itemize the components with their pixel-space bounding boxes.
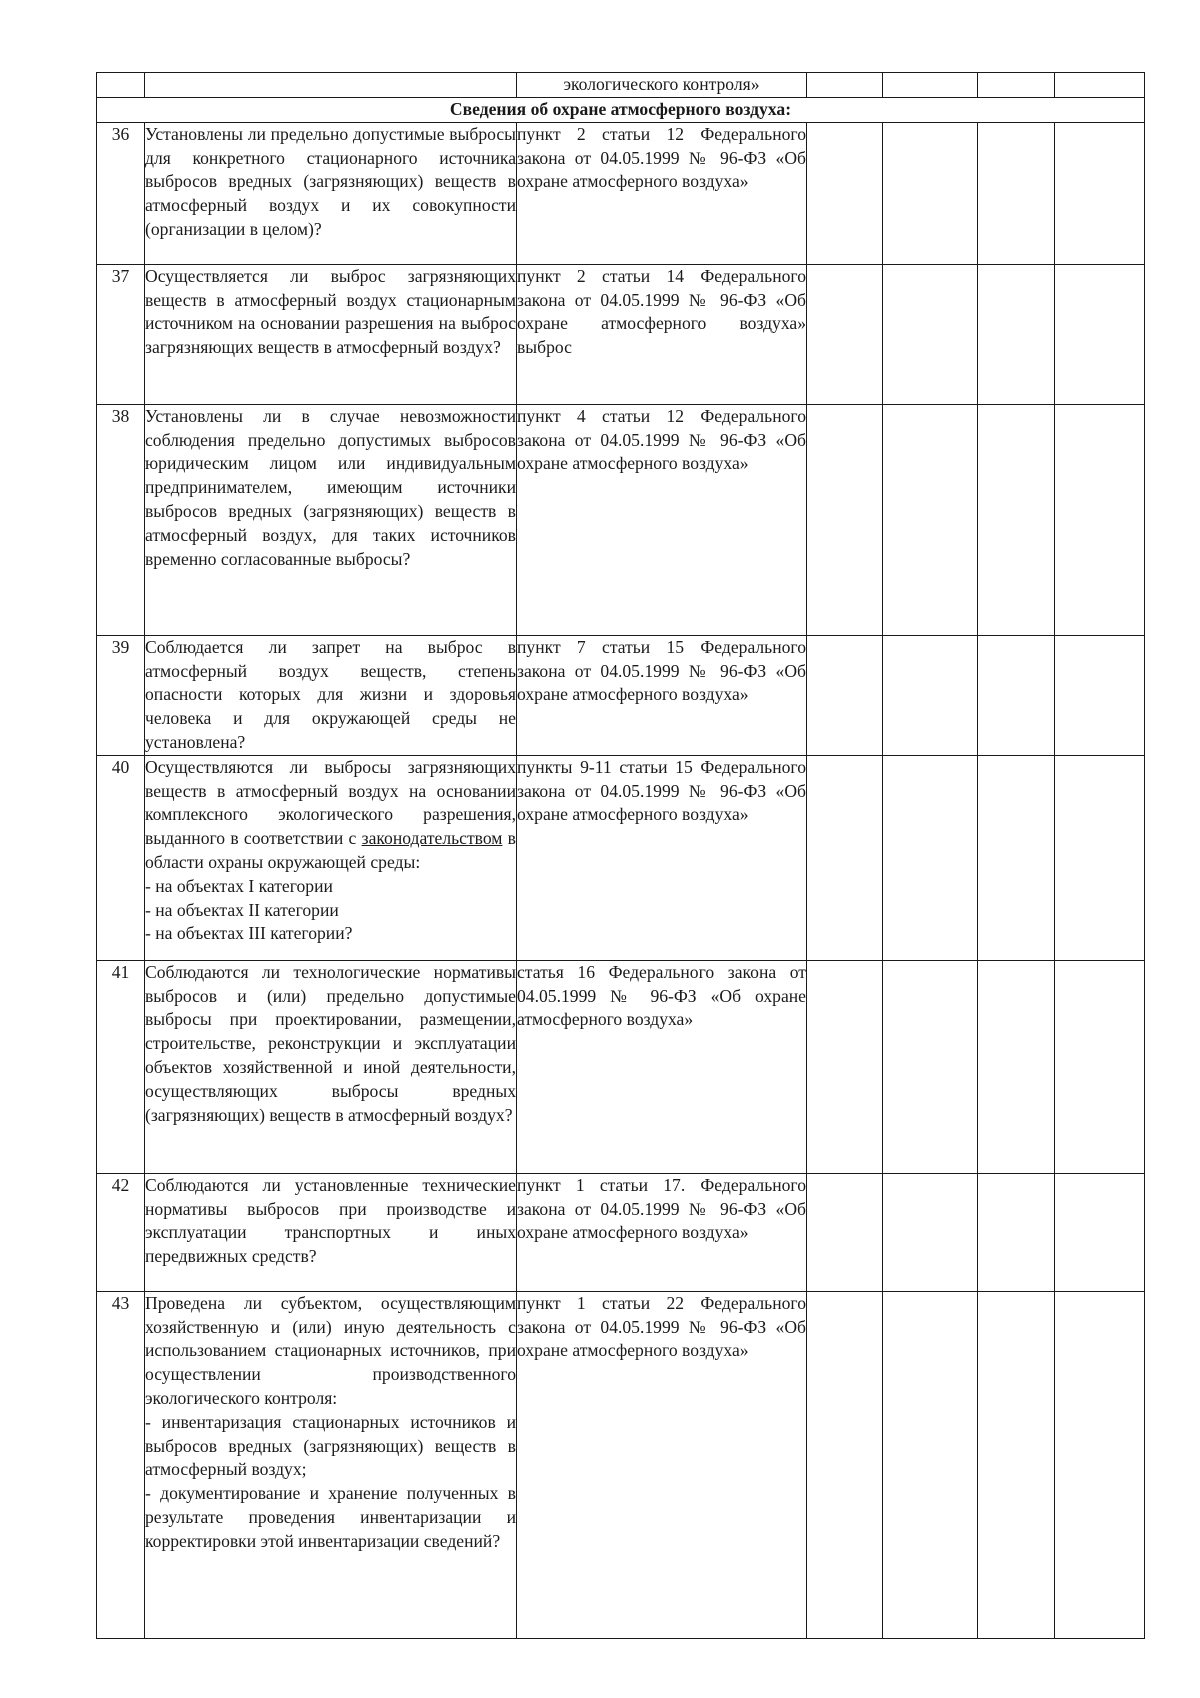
question-part: Осуществляются ли выбросы загрязняющих веществ в атмосферный воздух на основании комплексного экологического разрешения, выданного в соответствии с [145, 756, 516, 849]
note-cell[interactable] [1055, 960, 1145, 1173]
note-cell[interactable] [1055, 264, 1145, 404]
row-number: 37 [97, 264, 145, 404]
section-title: Сведения об охране атмосферного воздуха: [97, 97, 1145, 122]
answer-cell[interactable] [883, 1291, 978, 1638]
answer-cell[interactable] [883, 1173, 978, 1291]
answer-cell[interactable] [883, 755, 978, 960]
row-number: 39 [97, 635, 145, 755]
question-text: Осуществляется ли выброс загрязняющих веществ в атмосферный воздух стационарным источником на основании разрешения на выброс загрязняющих веществ в атмосферный воздух? [145, 264, 517, 404]
blank-cell [978, 73, 1055, 98]
note-cell[interactable] [1055, 404, 1145, 635]
answer-cell[interactable] [807, 755, 883, 960]
question-text [145, 755, 517, 960]
checklist-table [96, 72, 1145, 1639]
legal-reference: пункт 2 статьи 14 Федерального закона от 04.05.1999 № 96-ФЗ «Об охране атмосферного воздуха» выброс [517, 264, 807, 404]
answer-cell[interactable] [807, 264, 883, 404]
answer-cell[interactable] [883, 264, 978, 404]
question-paragraph [145, 756, 516, 875]
row-number: 41 [97, 960, 145, 1173]
table-row [97, 960, 1145, 1173]
answer-cell[interactable] [978, 755, 1055, 960]
legal-reference: пункт 1 статьи 22 Федерального закона от 04.05.1999 № 96-ФЗ «Об охране атмосферного воздуха» [517, 1291, 807, 1638]
note-cell[interactable] [1055, 1291, 1145, 1638]
question-text [145, 1291, 517, 1638]
legal-reference: пункт 2 статьи 12 Федерального закона от 04.05.1999 № 96-ФЗ «Об охране атмосферного воздуха» [517, 122, 807, 264]
section-header-row [97, 97, 1145, 122]
legal-reference: пункт 1 статьи 17. Федерального закона от 04.05.1999 № 96-ФЗ «Об охране атмосферного воздуха» [517, 1173, 807, 1291]
legal-reference: пункт 4 статьи 12 Федерального закона от 04.05.1999 № 96-ФЗ «Об охране атмосферного воздуха» [517, 404, 807, 635]
answer-cell[interactable] [807, 1173, 883, 1291]
table-row [97, 264, 1145, 404]
answer-cell[interactable] [883, 635, 978, 755]
answer-cell[interactable] [807, 960, 883, 1173]
blank-cell [145, 73, 517, 98]
answer-cell[interactable] [883, 122, 978, 264]
question-part: в области охраны окружающей среды: [145, 828, 516, 872]
answer-cell[interactable] [883, 404, 978, 635]
row-number: 38 [97, 404, 145, 635]
blank-cell [807, 73, 883, 98]
question-text: Соблюдаются ли технологические нормативы выбросов и (или) предельно допустимые выбросы при проектировании, размещении, строительстве, реконструкции и эксплуатации объектов хозяйственной и иной деятельности, осуществляющих выбросы вредных (загрязняющих) веществ в атмосферный воздух? [145, 960, 517, 1173]
question-list-item: - на объектах III категории? [145, 923, 353, 944]
question-text: Соблюдается ли запрет на выброс в атмосферный воздух веществ, степень опасности которых для жизни и здоровья человека и для окружающей среды не установлена? [145, 635, 517, 755]
question-list-item: - на объектах II категории [145, 899, 339, 920]
table-row [97, 755, 1145, 960]
note-cell[interactable] [1055, 755, 1145, 960]
answer-cell[interactable] [978, 1291, 1055, 1638]
table-row [97, 635, 1145, 755]
question-list-item: - на объектах I категории [145, 875, 333, 896]
answer-cell[interactable] [807, 1291, 883, 1638]
answer-cell[interactable] [978, 960, 1055, 1173]
question-text: Установлены ли в случае невозможности соблюдения предельно допустимых выбросов юридическим лицом или индивидуальным предпринимателем, имеющим источники выбросов вредных (загрязняющих) веществ в атмосферный воздух, для таких источников временно согласованные выбросы? [145, 404, 517, 635]
answer-cell[interactable] [807, 635, 883, 755]
legal-reference: пункт 7 статьи 15 Федерального закона от 04.05.1999 № 96-ФЗ «Об охране атмосферного воздуха» [517, 635, 807, 755]
question-text: Соблюдаются ли установленные технические нормативы выбросов при производстве и эксплуатации транспортных и иных передвижных средств? [145, 1173, 517, 1291]
answer-cell[interactable] [978, 404, 1055, 635]
question-list-item: - инвентаризация стационарных источников и выбросов вредных (загрязняющих) веществ в атмосферный воздух; [145, 1411, 516, 1480]
note-cell[interactable] [1055, 122, 1145, 264]
note-cell[interactable] [1055, 1173, 1145, 1291]
table-row [97, 1291, 1145, 1638]
table-row [97, 122, 1145, 264]
note-cell[interactable] [1055, 635, 1145, 755]
blank-cell [97, 73, 145, 98]
answer-cell[interactable] [883, 960, 978, 1173]
row-number: 36 [97, 122, 145, 264]
answer-cell[interactable] [978, 264, 1055, 404]
answer-cell[interactable] [807, 122, 883, 264]
legal-reference: пункты 9-11 статьи 15 Федерального закона от 04.05.1999 № 96-ФЗ «Об охране атмосферного воздуха» [517, 755, 807, 960]
row-number: 42 [97, 1173, 145, 1291]
answer-cell[interactable] [807, 404, 883, 635]
legislation-link[interactable]: законодательством [361, 828, 503, 849]
question-list-item: - документирование и хранение полученных в результате проведения инвентаризации и корректировки этой инвентаризации сведений? [145, 1483, 516, 1551]
blank-cell [1055, 73, 1145, 98]
continuation-text: экологического контроля» [517, 73, 807, 98]
question-text: Установлены ли предельно допустимые выбросы для конкретного стационарного источника выбросов вредных (загрязняющих) веществ в атмосферный воздух и их совокупности (организации в целом)? [145, 122, 517, 264]
table-row [97, 1173, 1145, 1291]
table-row [97, 404, 1145, 635]
question-paragraph: Проведена ли субъектом, осуществляющим хозяйственную и (или) иную деятельность с использованием стационарных источников, при осуществлении производственного экологического контроля: [145, 1292, 516, 1408]
answer-cell[interactable] [978, 122, 1055, 264]
legal-reference: статья 16 Федерального закона от 04.05.1999 № 96-ФЗ «Об охране атмосферного воздуха» [517, 960, 807, 1173]
answer-cell[interactable] [978, 1173, 1055, 1291]
blank-cell [883, 73, 978, 98]
answer-cell[interactable] [978, 635, 1055, 755]
row-number: 43 [97, 1291, 145, 1638]
continuation-row [97, 73, 1145, 98]
row-number: 40 [97, 755, 145, 960]
